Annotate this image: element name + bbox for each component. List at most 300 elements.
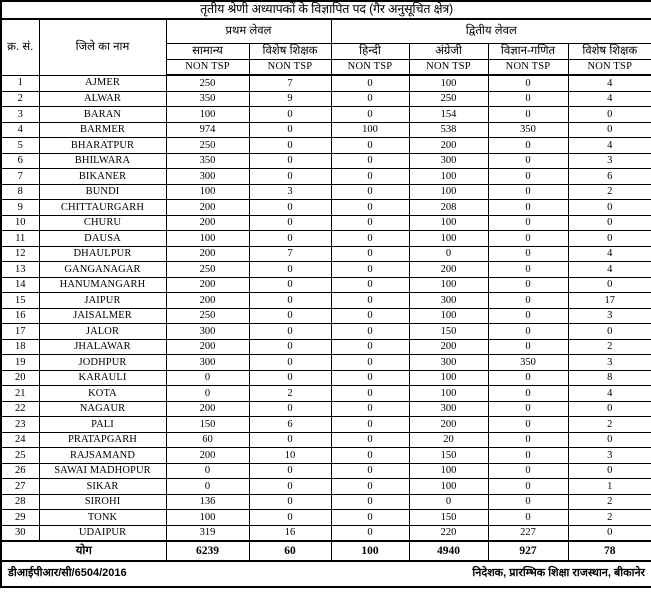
cell-serial: 6 bbox=[1, 153, 39, 169]
table-row bbox=[1, 339, 651, 355]
cell-value: 0 bbox=[331, 401, 409, 417]
cell-serial: 15 bbox=[1, 293, 39, 309]
cell-district-name: RAJSAMAND bbox=[39, 448, 166, 464]
cell-value: 0 bbox=[249, 308, 331, 324]
cell-value: 200 bbox=[409, 339, 488, 355]
total-value: 927 bbox=[488, 541, 568, 561]
cell-value: 220 bbox=[409, 525, 488, 541]
cell-value: 200 bbox=[166, 401, 249, 417]
cell-serial: 9 bbox=[1, 200, 39, 216]
table-row bbox=[1, 107, 651, 123]
table-row bbox=[1, 355, 651, 371]
cell-value: 3 bbox=[568, 448, 651, 464]
cell-value: 4 bbox=[568, 246, 651, 262]
cell-value: 350 bbox=[488, 355, 568, 371]
cell-value: 0 bbox=[568, 215, 651, 231]
cell-district-name: BARAN bbox=[39, 107, 166, 123]
cell-value: 0 bbox=[331, 324, 409, 340]
col-header-science-math: विज्ञान-गणित bbox=[488, 43, 568, 59]
cell-district-name: DAUSA bbox=[39, 231, 166, 247]
cell-value: 0 bbox=[331, 200, 409, 216]
table-row bbox=[1, 91, 651, 107]
cell-serial: 30 bbox=[1, 525, 39, 541]
cell-district-name: JHALAWAR bbox=[39, 339, 166, 355]
table-row bbox=[1, 184, 651, 200]
cell-value: 6 bbox=[249, 417, 331, 433]
cell-value: 0 bbox=[488, 417, 568, 433]
cell-value: 300 bbox=[409, 153, 488, 169]
total-value: 60 bbox=[249, 541, 331, 561]
cell-value: 8 bbox=[568, 370, 651, 386]
cell-district-name: AJMER bbox=[39, 75, 166, 91]
table-row bbox=[1, 510, 651, 526]
cell-value: 100 bbox=[409, 75, 488, 91]
page-title: तृतीय श्रेणी अध्यापकों के विज्ञापित पद (गैर अनुसूचित क्षेत्र) bbox=[1, 1, 651, 19]
cell-value: 0 bbox=[331, 308, 409, 324]
cell-value: 250 bbox=[166, 138, 249, 154]
cell-value: 0 bbox=[166, 479, 249, 495]
cell-value: 227 bbox=[488, 525, 568, 541]
table-row bbox=[1, 122, 651, 138]
cell-district-name: BHARATPUR bbox=[39, 138, 166, 154]
cell-value: 0 bbox=[568, 525, 651, 541]
cell-value: 250 bbox=[166, 308, 249, 324]
footer-cell bbox=[1, 561, 651, 587]
cell-district-name: JODHPUR bbox=[39, 355, 166, 371]
cell-value: 200 bbox=[166, 246, 249, 262]
cell-value: 100 bbox=[166, 231, 249, 247]
cell-value: 300 bbox=[166, 355, 249, 371]
cell-value: 100 bbox=[331, 122, 409, 138]
cell-value: 0 bbox=[331, 184, 409, 200]
cell-value: 0 bbox=[166, 370, 249, 386]
cell-serial: 27 bbox=[1, 479, 39, 495]
cell-value: 4 bbox=[568, 386, 651, 402]
cell-value: 150 bbox=[166, 417, 249, 433]
cell-serial: 2 bbox=[1, 91, 39, 107]
cell-district-name: SIKAR bbox=[39, 479, 166, 495]
cell-value: 0 bbox=[249, 262, 331, 278]
table-row bbox=[1, 479, 651, 495]
cell-value: 300 bbox=[409, 355, 488, 371]
cell-value: 100 bbox=[409, 231, 488, 247]
total-value: 100 bbox=[331, 541, 409, 561]
cell-value: 0 bbox=[568, 107, 651, 123]
table-row bbox=[1, 463, 651, 479]
cell-value: 350 bbox=[166, 91, 249, 107]
cell-value: 0 bbox=[331, 370, 409, 386]
cell-district-name: HANUMANGARH bbox=[39, 277, 166, 293]
cell-value: 0 bbox=[249, 432, 331, 448]
total-value: 78 bbox=[568, 541, 651, 561]
cell-value: 200 bbox=[166, 277, 249, 293]
cell-district-name: PALI bbox=[39, 417, 166, 433]
cell-serial: 28 bbox=[1, 494, 39, 510]
cell-value: 0 bbox=[488, 448, 568, 464]
cell-value: 0 bbox=[488, 494, 568, 510]
col-header-tsp-4: NON TSP bbox=[409, 59, 488, 75]
table-row bbox=[1, 246, 651, 262]
cell-value: 0 bbox=[568, 324, 651, 340]
cell-value: 0 bbox=[249, 122, 331, 138]
cell-value: 0 bbox=[331, 262, 409, 278]
cell-value: 100 bbox=[166, 510, 249, 526]
cell-serial: 23 bbox=[1, 417, 39, 433]
cell-value: 0 bbox=[249, 401, 331, 417]
cell-value: 0 bbox=[249, 463, 331, 479]
cell-value: 0 bbox=[488, 510, 568, 526]
cell-value: 0 bbox=[568, 463, 651, 479]
cell-value: 0 bbox=[488, 262, 568, 278]
cell-value: 100 bbox=[409, 479, 488, 495]
cell-serial: 1 bbox=[1, 75, 39, 91]
cell-value: 200 bbox=[166, 448, 249, 464]
cell-value: 350 bbox=[488, 122, 568, 138]
cell-value: 0 bbox=[409, 494, 488, 510]
cell-value: 0 bbox=[249, 370, 331, 386]
cell-value: 0 bbox=[568, 231, 651, 247]
cell-value: 60 bbox=[166, 432, 249, 448]
cell-value: 100 bbox=[409, 386, 488, 402]
cell-district-name: SIROHI bbox=[39, 494, 166, 510]
cell-value: 3 bbox=[568, 355, 651, 371]
cell-district-name: DHAULPUR bbox=[39, 246, 166, 262]
cell-value: 0 bbox=[488, 200, 568, 216]
cell-value: 0 bbox=[331, 277, 409, 293]
cell-value: 0 bbox=[249, 169, 331, 185]
cell-value: 4 bbox=[568, 262, 651, 278]
cell-district-name: BUNDI bbox=[39, 184, 166, 200]
cell-value: 150 bbox=[409, 448, 488, 464]
cell-value: 100 bbox=[409, 370, 488, 386]
table-row bbox=[1, 277, 651, 293]
col-header-level-2: द्वितीय लेवल bbox=[331, 19, 651, 43]
footer-reference-number: डीआईपीआर/सी/6504/2016 bbox=[8, 567, 127, 580]
col-header-tsp-3: NON TSP bbox=[331, 59, 409, 75]
cell-value: 0 bbox=[488, 169, 568, 185]
cell-value: 0 bbox=[331, 153, 409, 169]
table-row bbox=[1, 308, 651, 324]
cell-value: 0 bbox=[249, 324, 331, 340]
cell-value: 0 bbox=[249, 138, 331, 154]
cell-value: 0 bbox=[331, 215, 409, 231]
cell-value: 0 bbox=[488, 324, 568, 340]
cell-value: 0 bbox=[488, 479, 568, 495]
cell-value: 200 bbox=[409, 262, 488, 278]
cell-serial: 16 bbox=[1, 308, 39, 324]
cell-value: 6 bbox=[568, 169, 651, 185]
cell-serial: 12 bbox=[1, 246, 39, 262]
cell-value: 4 bbox=[568, 75, 651, 91]
table-row bbox=[1, 169, 651, 185]
cell-value: 319 bbox=[166, 525, 249, 541]
cell-value: 0 bbox=[488, 75, 568, 91]
table-row bbox=[1, 262, 651, 278]
cell-value: 0 bbox=[249, 510, 331, 526]
total-value: 6239 bbox=[166, 541, 249, 561]
table-row bbox=[1, 494, 651, 510]
col-header-district: जिले का नाम bbox=[39, 19, 166, 75]
cell-value: 200 bbox=[409, 417, 488, 433]
cell-value: 0 bbox=[488, 91, 568, 107]
cell-value: 20 bbox=[409, 432, 488, 448]
cell-district-name: KOTA bbox=[39, 386, 166, 402]
cell-value: 7 bbox=[249, 75, 331, 91]
cell-district-name: ALWAR bbox=[39, 91, 166, 107]
col-header-english: अंग्रेजी bbox=[409, 43, 488, 59]
cell-serial: 4 bbox=[1, 122, 39, 138]
cell-value: 2 bbox=[568, 494, 651, 510]
table-row bbox=[1, 386, 651, 402]
cell-value: 100 bbox=[409, 308, 488, 324]
footer-issuing-authority: निदेशक, प्रारम्भिक शिक्षा राजस्थान, बीकानेर bbox=[472, 567, 646, 580]
cell-district-name: CHURU bbox=[39, 215, 166, 231]
cell-value: 0 bbox=[249, 355, 331, 371]
col-header-tsp-2: NON TSP bbox=[249, 59, 331, 75]
cell-district-name: BHILWARA bbox=[39, 153, 166, 169]
cell-value: 0 bbox=[568, 200, 651, 216]
cell-value: 0 bbox=[488, 138, 568, 154]
cell-value: 0 bbox=[331, 417, 409, 433]
total-value: 4940 bbox=[409, 541, 488, 561]
cell-district-name: CHITTAURGARH bbox=[39, 200, 166, 216]
cell-value: 0 bbox=[331, 293, 409, 309]
cell-value: 0 bbox=[488, 401, 568, 417]
cell-value: 250 bbox=[409, 91, 488, 107]
cell-value: 200 bbox=[166, 293, 249, 309]
col-header-tsp-6: NON TSP bbox=[568, 59, 651, 75]
cell-value: 2 bbox=[249, 386, 331, 402]
table-row bbox=[1, 448, 651, 464]
cell-value: 0 bbox=[166, 463, 249, 479]
cell-value: 0 bbox=[249, 339, 331, 355]
cell-value: 0 bbox=[331, 355, 409, 371]
cell-value: 0 bbox=[488, 432, 568, 448]
cell-serial: 18 bbox=[1, 339, 39, 355]
cell-district-name: PRATAPGARH bbox=[39, 432, 166, 448]
cell-serial: 3 bbox=[1, 107, 39, 123]
table-row bbox=[1, 215, 651, 231]
cell-value: 0 bbox=[331, 138, 409, 154]
cell-value: 974 bbox=[166, 122, 249, 138]
cell-value: 0 bbox=[331, 339, 409, 355]
col-header-serial: क्र. सं. bbox=[1, 19, 39, 75]
cell-value: 0 bbox=[488, 153, 568, 169]
cell-value: 208 bbox=[409, 200, 488, 216]
cell-value: 2 bbox=[568, 339, 651, 355]
cell-value: 0 bbox=[331, 91, 409, 107]
cell-value: 200 bbox=[166, 215, 249, 231]
table-row bbox=[1, 324, 651, 340]
cell-value: 200 bbox=[166, 200, 249, 216]
cell-value: 0 bbox=[488, 370, 568, 386]
cell-value: 0 bbox=[331, 432, 409, 448]
cell-value: 0 bbox=[331, 169, 409, 185]
total-label: योग bbox=[1, 541, 166, 561]
cell-value: 0 bbox=[166, 386, 249, 402]
cell-serial: 29 bbox=[1, 510, 39, 526]
cell-value: 300 bbox=[166, 169, 249, 185]
cell-serial: 24 bbox=[1, 432, 39, 448]
col-header-special-teacher-1: विशेष शिक्षक bbox=[249, 43, 331, 59]
cell-value: 0 bbox=[488, 107, 568, 123]
cell-value: 0 bbox=[568, 122, 651, 138]
cell-value: 4 bbox=[568, 91, 651, 107]
cell-value: 0 bbox=[568, 277, 651, 293]
cell-value: 0 bbox=[249, 153, 331, 169]
cell-serial: 17 bbox=[1, 324, 39, 340]
cell-district-name: UDAIPUR bbox=[39, 525, 166, 541]
cell-value: 10 bbox=[249, 448, 331, 464]
cell-value: 0 bbox=[331, 510, 409, 526]
cell-value: 250 bbox=[166, 262, 249, 278]
cell-value: 0 bbox=[488, 215, 568, 231]
cell-value: 0 bbox=[331, 107, 409, 123]
cell-value: 0 bbox=[488, 308, 568, 324]
cell-value: 0 bbox=[331, 386, 409, 402]
col-header-special-teacher-2: विशेष शिक्षक bbox=[568, 43, 651, 59]
cell-serial: 20 bbox=[1, 370, 39, 386]
cell-serial: 11 bbox=[1, 231, 39, 247]
cell-value: 3 bbox=[568, 308, 651, 324]
cell-value: 0 bbox=[249, 494, 331, 510]
cell-value: 2 bbox=[568, 417, 651, 433]
table-row bbox=[1, 293, 651, 309]
cell-district-name: NAGAUR bbox=[39, 401, 166, 417]
cell-value: 0 bbox=[249, 293, 331, 309]
table-row bbox=[1, 75, 651, 91]
cell-value: 7 bbox=[249, 246, 331, 262]
cell-district-name: TONK bbox=[39, 510, 166, 526]
cell-district-name: BIKANER bbox=[39, 169, 166, 185]
cell-value: 0 bbox=[249, 107, 331, 123]
table-row bbox=[1, 153, 651, 169]
cell-serial: 19 bbox=[1, 355, 39, 371]
cell-value: 1 bbox=[568, 479, 651, 495]
cell-serial: 25 bbox=[1, 448, 39, 464]
table-row bbox=[1, 432, 651, 448]
cell-value: 17 bbox=[568, 293, 651, 309]
cell-value: 9 bbox=[249, 91, 331, 107]
cell-value: 0 bbox=[249, 200, 331, 216]
title-row bbox=[1, 1, 651, 19]
cell-district-name: SAWAI MADHOPUR bbox=[39, 463, 166, 479]
cell-value: 100 bbox=[166, 184, 249, 200]
cell-value: 100 bbox=[409, 215, 488, 231]
cell-serial: 8 bbox=[1, 184, 39, 200]
cell-value: 0 bbox=[249, 277, 331, 293]
table-row bbox=[1, 370, 651, 386]
table-row bbox=[1, 200, 651, 216]
cell-value: 2 bbox=[568, 510, 651, 526]
cell-value: 0 bbox=[488, 293, 568, 309]
cell-value: 0 bbox=[249, 231, 331, 247]
footer-row bbox=[1, 561, 651, 587]
cell-value: 0 bbox=[331, 463, 409, 479]
cell-value: 538 bbox=[409, 122, 488, 138]
cell-serial: 21 bbox=[1, 386, 39, 402]
cell-value: 0 bbox=[331, 525, 409, 541]
cell-value: 0 bbox=[331, 231, 409, 247]
cell-value: 154 bbox=[409, 107, 488, 123]
table-row bbox=[1, 417, 651, 433]
cell-value: 150 bbox=[409, 510, 488, 526]
cell-serial: 13 bbox=[1, 262, 39, 278]
cell-value: 16 bbox=[249, 525, 331, 541]
col-header-hindi: हिन्दी bbox=[331, 43, 409, 59]
cell-value: 136 bbox=[166, 494, 249, 510]
header-row-group bbox=[1, 19, 651, 43]
cell-serial: 22 bbox=[1, 401, 39, 417]
table-row bbox=[1, 401, 651, 417]
table-row bbox=[1, 231, 651, 247]
cell-value: 250 bbox=[166, 75, 249, 91]
cell-value: 0 bbox=[331, 75, 409, 91]
col-header-tsp-5: NON TSP bbox=[488, 59, 568, 75]
cell-value: 0 bbox=[488, 386, 568, 402]
cell-value: 200 bbox=[409, 138, 488, 154]
cell-value: 0 bbox=[568, 401, 651, 417]
cell-district-name: JAIPUR bbox=[39, 293, 166, 309]
cell-value: 100 bbox=[409, 169, 488, 185]
cell-value: 100 bbox=[409, 184, 488, 200]
cell-value: 200 bbox=[166, 339, 249, 355]
cell-value: 0 bbox=[488, 184, 568, 200]
cell-value: 0 bbox=[331, 479, 409, 495]
cell-serial: 10 bbox=[1, 215, 39, 231]
cell-value: 4 bbox=[568, 138, 651, 154]
cell-value: 0 bbox=[331, 494, 409, 510]
cell-value: 0 bbox=[331, 246, 409, 262]
cell-value: 0 bbox=[488, 463, 568, 479]
cell-value: 100 bbox=[409, 277, 488, 293]
table-row bbox=[1, 138, 651, 154]
cell-value: 0 bbox=[409, 246, 488, 262]
cell-value: 100 bbox=[409, 463, 488, 479]
cell-district-name: JALOR bbox=[39, 324, 166, 340]
cell-value: 350 bbox=[166, 153, 249, 169]
cell-value: 300 bbox=[409, 293, 488, 309]
cell-serial: 7 bbox=[1, 169, 39, 185]
cell-district-name: JAISALMER bbox=[39, 308, 166, 324]
cell-value: 0 bbox=[488, 339, 568, 355]
cell-value: 3 bbox=[249, 184, 331, 200]
cell-serial: 26 bbox=[1, 463, 39, 479]
table-row bbox=[1, 525, 651, 541]
cell-value: 3 bbox=[568, 153, 651, 169]
cell-value: 2 bbox=[568, 184, 651, 200]
cell-value: 0 bbox=[249, 215, 331, 231]
cell-value: 0 bbox=[249, 479, 331, 495]
col-header-level-1: प्रथम लेवल bbox=[166, 19, 331, 43]
cell-value: 0 bbox=[488, 277, 568, 293]
cell-value: 150 bbox=[409, 324, 488, 340]
cell-value: 0 bbox=[488, 231, 568, 247]
col-header-samanya: सामान्य bbox=[166, 43, 249, 59]
cell-district-name: GANGANAGAR bbox=[39, 262, 166, 278]
col-header-tsp-1: NON TSP bbox=[166, 59, 249, 75]
cell-district-name: BARMER bbox=[39, 122, 166, 138]
cell-value: 0 bbox=[331, 448, 409, 464]
cell-value: 300 bbox=[166, 324, 249, 340]
cell-serial: 5 bbox=[1, 138, 39, 154]
cell-value: 0 bbox=[568, 432, 651, 448]
cell-value: 300 bbox=[409, 401, 488, 417]
cell-value: 100 bbox=[166, 107, 249, 123]
cell-value: 0 bbox=[488, 246, 568, 262]
total-row bbox=[1, 541, 651, 561]
cell-district-name: KARAULI bbox=[39, 370, 166, 386]
